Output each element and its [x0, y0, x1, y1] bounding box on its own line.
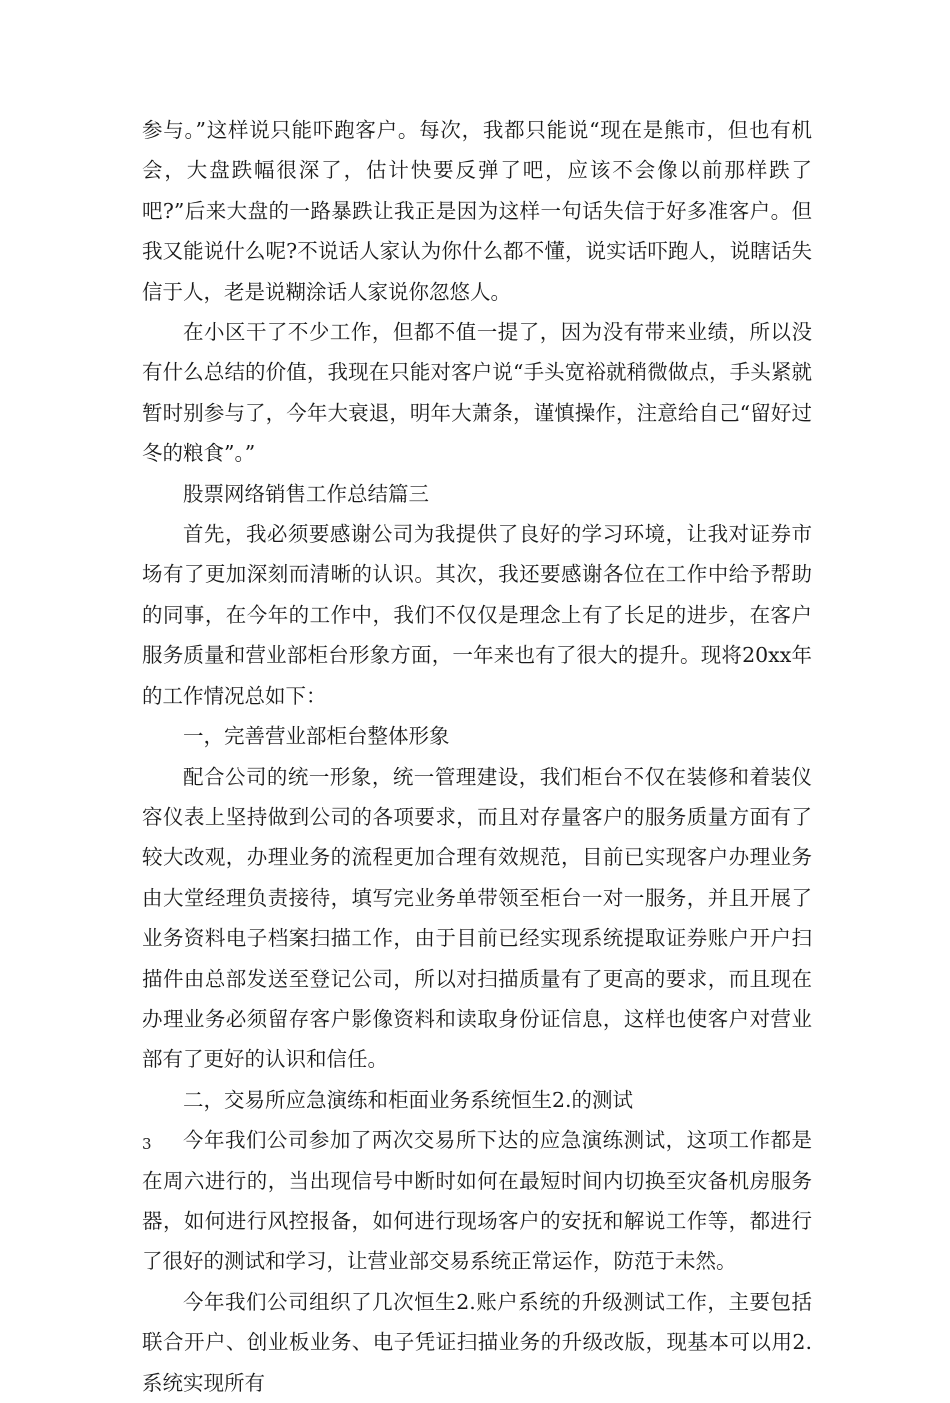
section-heading-2: 二，交易所应急演练和柜面业务系统恒生2.的测试	[183, 1087, 634, 1112]
paragraph-4: 首先，我必须要感谢公司为我提供了良好的学习环境，让我对证券市场有了更加深刻而清晰的认识。其次，我还要感谢各位在工作中给予帮助的同事，在今年的工作中，我们不仅仅是理念上有了长足的进步，在客户服务质量和营业部柜台形象方面，一年来也有了很大的提升。现将20xx年的工作情况总如下：	[142, 522, 812, 708]
section-heading-3: 股票网络销售工作总结篇三	[183, 481, 429, 506]
paragraph-8: 今年我们公司参加了两次交易所下达的应急演练测试，这项工作都是在周六进行的，当出现信号中断时如何在最短时间内切换至灾备机房服务器，如何进行风控报备，如何进行现场客户的安抚和解说工作等，都进行了很好的测试和学习，让营业部交易系统正常运作，防范于未然。	[142, 1128, 812, 1274]
section-heading-1: 一，完善营业部柜台整体形象	[183, 724, 450, 749]
page-number: 3	[142, 1135, 152, 1153]
paragraph-6: 配合公司的统一形象，统一管理建设，我们柜台不仅在装修和着装仪容仪表上坚持做到公司的各项要求，而且对存量客户的服务质量方面有了较大改观，办理业务的流程更加合理有效规范，目前已实现客户办理业务由大堂经理负责接待，填写完业务单带领至柜台一对一服务，并且开展了业务资料电子档案扫描工作，由于目前已经实现系统提取证券账户开户扫描件由总部发送至登记公司，所以对扫描质量有了更高的要求，而且现在办理业务必须留存客户影像资料和读取身份证信息，这样也使客户对营业部有了更好的认识和信任。	[142, 764, 812, 1072]
paragraph-9: 今年我们公司组织了几次恒生2.账户系统的升级测试工作，主要包括联合开户、创业板业务、电子凭证扫描业务的升级改版，现基本可以用2.系统实现所有	[142, 1289, 812, 1395]
document-body	[142, 110, 812, 1403]
paragraph-2: 在小区干了不少工作，但都不值一提了，因为没有带来业绩，所以没有什么总结的价值，我现在只能对客户说“手头宽裕就稍微做点，手头紧就暂时别参与了，今年大衰退，明年大萧条，谨慎操作，注意给自己“留好过冬的粮食”。”	[142, 320, 812, 466]
paragraph-1: 参与。”这样说只能吓跑客户。每次，我都只能说“现在是熊市，但也有机会，大盘跌幅很深了，估计快要反弹了吧，应该不会像以前那样跌了吧?”后来大盘的一路暴跌让我正是因为这样一句话失信于好多准客户。但我又能说什么呢?不说话人家认为你什么都不懂，说实话吓跑人，说瞎话失信于人，老是说糊涂话人家说你忽悠人。	[142, 118, 812, 304]
